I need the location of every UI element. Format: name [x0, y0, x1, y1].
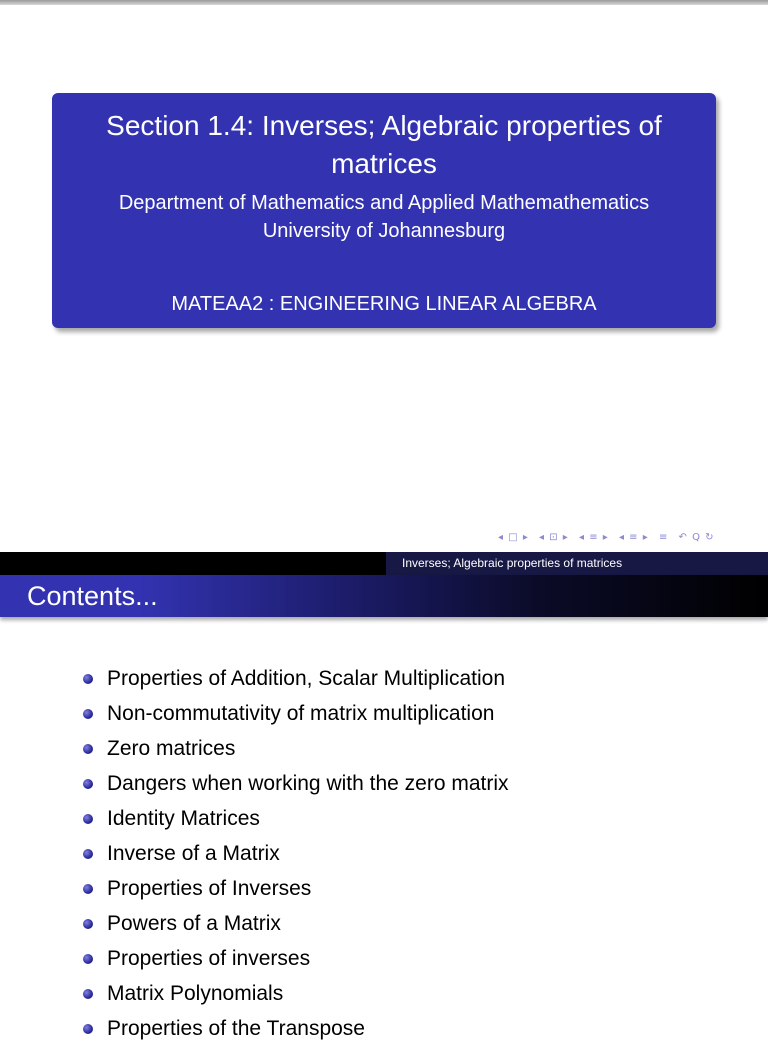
nav-search-icon[interactable]: ↶ Q ↻: [678, 532, 715, 543]
course-name: MATEAA2 : ENGINEERING LINEAR ALGEBRA: [171, 293, 597, 315]
frame-title-bar: [0, 575, 768, 617]
department-name: Department of Mathematics and Applied Mathemathematics: [118, 192, 650, 214]
beamer-navigation-bar: [498, 532, 721, 543]
list-item-label: Zero matrices: [107, 737, 236, 760]
nav-subsection-icon[interactable]: ◂ ⊡ ▸: [539, 532, 569, 543]
list-item: [83, 801, 509, 836]
list-item-label: Non-commutativity of matrix multiplication: [107, 702, 495, 725]
list-item: [83, 1011, 509, 1046]
bullet-icon: [83, 709, 93, 719]
list-item: [83, 906, 509, 941]
list-item-label: Dangers when working with the zero matrix: [107, 772, 509, 795]
title-block: [52, 93, 716, 328]
bullet-icon: [83, 814, 93, 824]
bullet-icon: [83, 919, 93, 929]
frame-title: Contents...: [27, 581, 158, 611]
list-item: [83, 941, 509, 976]
nav-toc-icon[interactable]: ≡: [658, 532, 669, 543]
list-item: [83, 766, 509, 801]
bullet-icon: [83, 674, 93, 684]
bullet-icon: [83, 744, 93, 754]
list-item-label: Properties of inverses: [107, 947, 311, 970]
list-item: [83, 976, 509, 1011]
slide-title: Section 1.4: Inverses; Algebraic properties of matrices: [106, 110, 662, 179]
nav-section-next-icon[interactable]: ◂ ≡ ▸: [618, 532, 649, 543]
list-item: [83, 871, 509, 906]
nav-frame-icon[interactable]: ◂ □ ▸: [498, 532, 529, 543]
list-item-label: Properties of Inverses: [107, 877, 312, 900]
bullet-icon: [83, 989, 93, 999]
list-item: [83, 696, 509, 731]
list-item: [83, 731, 509, 766]
list-item-label: Properties of Addition, Scalar Multiplication: [107, 667, 506, 690]
bullet-icon: [83, 779, 93, 789]
list-item-label: Identity Matrices: [107, 807, 260, 830]
list-item-label: Matrix Polynomials: [107, 982, 284, 1005]
page-top-rule: [0, 0, 768, 5]
contents-list: [83, 661, 509, 1046]
author-affiliation: [52, 189, 716, 245]
list-item-label: Powers of a Matrix: [107, 912, 281, 935]
bullet-icon: [83, 884, 93, 894]
list-item: [83, 836, 509, 871]
university-name: University of Johannesburg: [262, 220, 506, 242]
bullet-icon: [83, 954, 93, 964]
list-item-label: Inverse of a Matrix: [107, 842, 280, 865]
bullet-icon: [83, 1024, 93, 1034]
bullet-icon: [83, 849, 93, 859]
list-item-label: Properties of the Transpose: [107, 1017, 365, 1040]
nav-section-prev-icon[interactable]: ◂ ≡ ▸: [579, 532, 609, 543]
headline-title: Inverses; Algebraic properties of matrices: [386, 552, 768, 575]
list-item: [83, 661, 509, 696]
